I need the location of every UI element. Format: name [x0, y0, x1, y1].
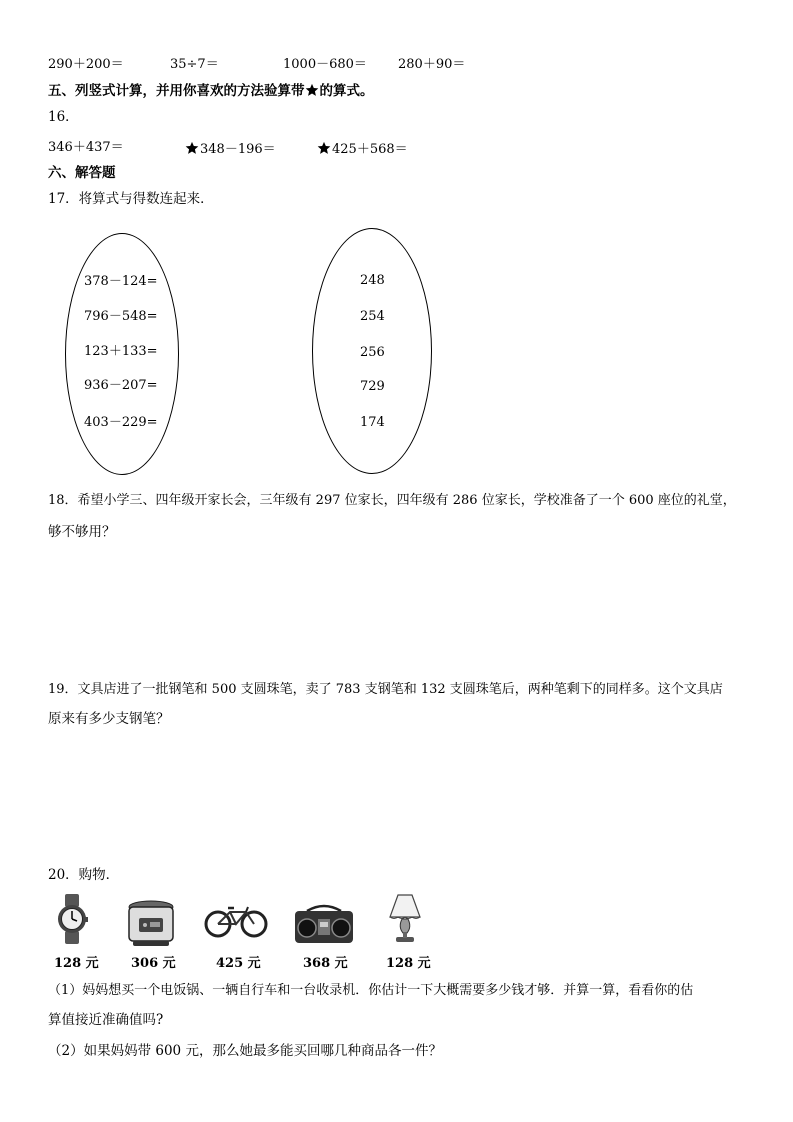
question-20-title: 20．购物． [48, 867, 120, 883]
match-result-2[interactable]: 254 [360, 309, 385, 324]
match-expression-3[interactable]: 123＋133= [84, 344, 158, 359]
price-bicycle: 425 元 [216, 956, 261, 971]
star-icon [185, 141, 199, 155]
price-wristwatch: 128 元 [54, 956, 99, 971]
match-result-1[interactable]: 248 [360, 273, 385, 288]
question-18-line1: 18．希望小学三、四年级开家长会，三年级有 297 位家长，四年级有 286 位家长，学校准备了一个 600 座位的礼堂， [48, 493, 736, 508]
match-expression-5[interactable]: 403－229= [84, 415, 158, 430]
section5-heading-text: 五、列竖式计算，并用你喜欢的方法验算带 [48, 83, 305, 99]
question-20-sub1-line1: （1）妈妈想买一个电饭锅、一辆自行车和一台收录机．你估计一下大概需要多少钱才够．并算一算，看看你的估 [48, 983, 694, 998]
radio-recorder-icon [293, 903, 355, 945]
section6-heading: 六、解答题 [48, 165, 116, 181]
oral-calc-3: 1000－680＝ [283, 57, 367, 72]
oral-calc-2: 35÷7＝ [170, 57, 219, 72]
section5-heading-tail: 的算式。 [319, 83, 374, 99]
match-expression-2[interactable]: 796－548= [84, 309, 158, 324]
price-rice-cooker: 306 元 [131, 956, 176, 971]
price-table-lamp: 128 元 [386, 956, 431, 971]
vertical-calc-3 [317, 141, 408, 156]
wristwatch-icon [55, 893, 89, 945]
vertical-calc-2-text: 348－196＝ [200, 142, 276, 157]
table-lamp-icon [388, 893, 422, 949]
question-19-line2: 原来有多少支钢笔？ [48, 711, 170, 727]
bicycle-icon [204, 904, 268, 938]
oral-calc-4: 280＋90＝ [398, 57, 466, 72]
section5-heading [48, 83, 374, 99]
question-20-sub2: （2）如果妈妈带 600 元，那么她最多能买回哪几种商品各一件？ [48, 1043, 442, 1059]
rice-cooker-icon [125, 900, 177, 948]
star-icon [305, 83, 319, 97]
match-result-4[interactable]: 729 [360, 379, 385, 394]
match-expression-1[interactable]: 378－124= [84, 274, 158, 289]
question-18-line2: 够不够用？ [48, 524, 116, 540]
question-19-line1: 19．文具店进了一批钢笔和 500 支圆珠笔，卖了 783 支钢笔和 132 支圆珠笔后，两种笔剩下的同样多。这个文具店 [48, 682, 723, 697]
oral-calc-1: 290＋200＝ [48, 57, 124, 72]
match-result-5[interactable]: 174 [360, 415, 385, 430]
question-20-sub1-line2: 算值接近准确值吗? [48, 1012, 164, 1028]
question-17-prompt: 17．将算式与得数连起来． [48, 191, 214, 207]
match-result-3[interactable]: 256 [360, 345, 385, 360]
question-16-number: 16． [48, 109, 79, 125]
match-expression-4[interactable]: 936－207= [84, 378, 158, 393]
vertical-calc-3-text: 425＋568＝ [332, 142, 408, 157]
vertical-calc-2 [185, 141, 276, 156]
star-icon [317, 141, 331, 155]
vertical-calc-1: 346＋437＝ [48, 140, 124, 155]
price-radio-recorder: 368 元 [303, 956, 348, 971]
